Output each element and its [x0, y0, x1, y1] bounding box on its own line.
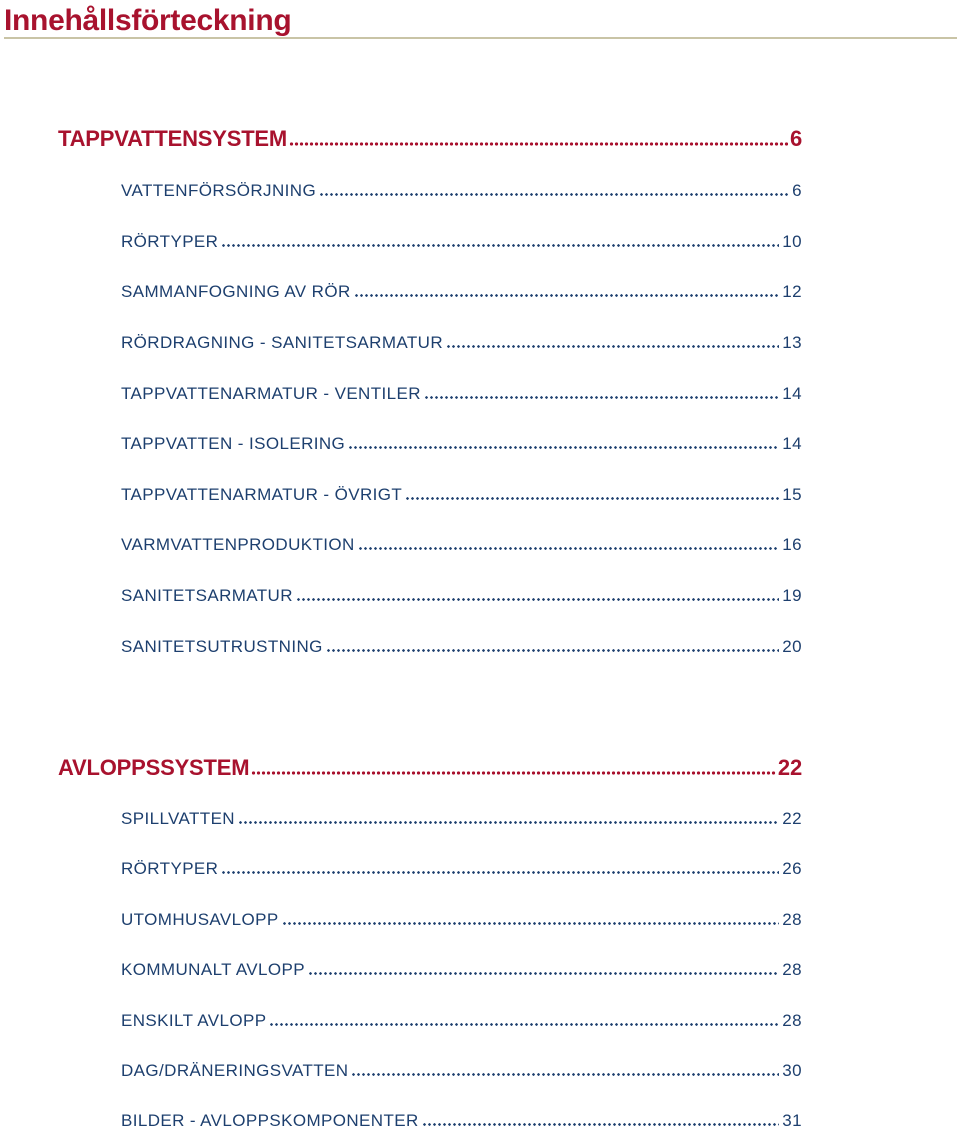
toc-entry-label: VARMVATTENPRODUKTION — [121, 535, 355, 554]
toc-entry-label: SANITETSUTRUSTNING — [121, 637, 323, 656]
toc-page-number: 28 — [782, 910, 802, 929]
toc-entry-label: TAPPVATTENARMATUR - ÖVRIGT — [121, 485, 403, 504]
dot-leader — [289, 142, 788, 146]
toc-page-number: 28 — [782, 1011, 802, 1030]
dot-leader — [354, 294, 780, 297]
toc-page-number: 15 — [782, 485, 802, 504]
toc-section-avloppssystem[interactable] — [58, 757, 802, 779]
toc-entry[interactable] — [121, 911, 802, 928]
dot-leader — [296, 598, 779, 601]
toc-entry-label: DAG/DRÄNERINGSVATTEN — [121, 1061, 349, 1080]
dot-leader — [221, 871, 779, 874]
toc-page-number: 6 — [792, 181, 802, 200]
toc-entry-label: TAPPVATTEN - ISOLERING — [121, 434, 346, 453]
dot-leader — [251, 771, 776, 775]
toc-page-number: 22 — [782, 809, 802, 828]
toc-entry[interactable] — [121, 1112, 802, 1129]
toc-entry[interactable] — [121, 961, 802, 978]
toc-entry[interactable] — [121, 1062, 802, 1079]
dot-leader — [269, 1023, 779, 1026]
toc-page-number: 22 — [777, 755, 802, 780]
dot-leader — [446, 345, 779, 348]
dot-leader — [308, 972, 779, 975]
dot-leader — [221, 244, 779, 247]
toc-entry-label: UTOMHUSAVLOPP — [121, 910, 279, 929]
dot-leader — [358, 547, 780, 550]
toc-section-label: TAPPVATTENSYSTEM — [58, 126, 288, 151]
dot-leader — [282, 922, 780, 925]
toc-entry-label: RÖRDRAGNING - SANITETSARMATUR — [121, 333, 444, 352]
toc-page-number: 14 — [782, 384, 802, 403]
dot-leader — [351, 1073, 779, 1076]
toc-page-number: 12 — [782, 282, 802, 301]
dot-leader — [326, 649, 780, 652]
toc-page-number: 13 — [782, 333, 802, 352]
dot-leader — [405, 497, 779, 500]
toc-section-tappvattensystem[interactable] — [58, 128, 802, 150]
toc-entry[interactable] — [121, 587, 802, 604]
toc-entry[interactable] — [121, 283, 802, 300]
toc-page-number: 28 — [782, 960, 802, 979]
toc-entry-label: SPILLVATTEN — [121, 809, 235, 828]
toc-entry[interactable] — [121, 233, 802, 250]
dot-leader — [422, 1123, 780, 1126]
dot-leader — [319, 193, 789, 196]
toc-entry[interactable] — [121, 810, 802, 827]
toc-entry[interactable] — [121, 334, 802, 351]
toc-entry[interactable] — [121, 536, 802, 553]
toc-page-number: 10 — [782, 232, 802, 251]
toc-entry-label: RÖRTYPER — [121, 859, 219, 878]
toc-page-number: 30 — [782, 1061, 802, 1080]
toc-entry-label: RÖRTYPER — [121, 232, 219, 251]
toc-entry[interactable] — [121, 860, 802, 877]
toc-entry[interactable] — [121, 638, 802, 655]
dot-leader — [424, 396, 779, 399]
toc-page-number: 16 — [782, 535, 802, 554]
title-divider — [4, 37, 957, 39]
toc-entry-label: TAPPVATTENARMATUR - VENTILER — [121, 384, 421, 403]
toc-entry-label: ENSKILT AVLOPP — [121, 1011, 267, 1030]
toc-entry-label: KOMMUNALT AVLOPP — [121, 960, 306, 979]
dot-leader — [238, 821, 779, 824]
toc-entry[interactable] — [121, 486, 802, 503]
toc-entry-label: SAMMANFOGNING AV RÖR — [121, 282, 351, 301]
toc-page-number: 6 — [789, 126, 802, 151]
toc-entry[interactable] — [121, 385, 802, 402]
toc-entry[interactable] — [121, 182, 802, 199]
dot-leader — [348, 446, 779, 449]
toc-entry[interactable] — [121, 1012, 802, 1029]
toc-section-label: AVLOPPSSYSTEM — [58, 755, 250, 780]
toc-page-number: 26 — [782, 859, 802, 878]
toc-page-number: 19 — [782, 586, 802, 605]
page-title: Innehållsförteckning — [4, 4, 292, 37]
toc-page-number: 20 — [782, 637, 802, 656]
toc-entry-label: VATTENFÖRSÖRJNING — [121, 181, 317, 200]
toc-page-number: 14 — [782, 434, 802, 453]
toc-entry-label: BILDER - AVLOPPSKOMPONENTER — [121, 1111, 419, 1130]
toc-page-number: 31 — [782, 1111, 802, 1130]
toc-entry[interactable] — [121, 435, 802, 452]
toc-entry-label: SANITETSARMATUR — [121, 586, 293, 605]
